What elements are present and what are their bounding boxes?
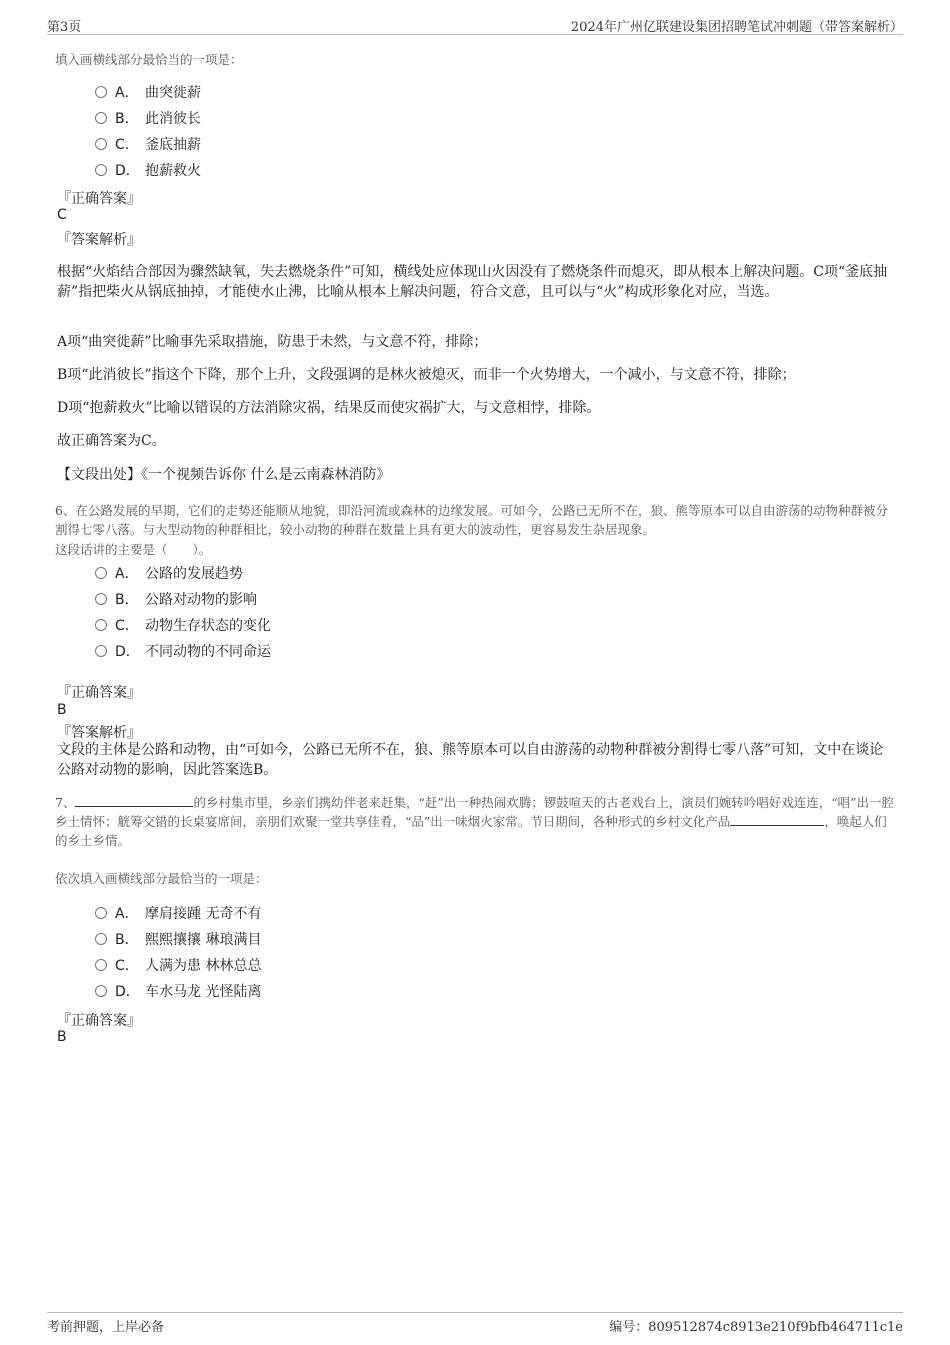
radio-icon[interactable] [95,567,107,579]
q6-option-d[interactable]: D． 不同动物的不同命运 [95,641,271,661]
radio-icon[interactable] [95,164,107,176]
q7-stem-part2: ，唤起人们的乡土乡情。 [55,814,887,848]
q7-option-a[interactable]: A． 摩肩接踵 无奇不有 [95,903,261,923]
q6-answer-label: 『正确答案』 [57,685,141,701]
q5-analysis-main: 根据“火焰结合部因为骤然缺氧，失去燃烧条件”可知，横线处应体现山火因没有了燃烧条件而熄灭，即从根本上解决问题。C项“釜底抽薪”指把柴火从锅底抽掉，才能使水止沸，比喻从根本上解决问题，符合文意，且可以与“火”构成形象化对应，当选。 [57,264,888,300]
q7-option-d[interactable]: D． 车水马龙 光怪陆离 [95,981,261,1001]
q6-option-c[interactable]: C． 动物生存状态的变化 [95,615,271,635]
radio-icon[interactable] [95,112,107,124]
q7-answer-label: 『正确答案』 [57,1013,141,1029]
fill-blank-2 [730,813,824,826]
q5-analysis-d: D项“抱薪救火”比喻以错误的方法消除灾祸，结果反而使灾祸扩大，与文意相悖，排除。 [57,400,601,416]
q6-stem: 6、在公路发展的早期，它们的走势还能顺从地貌，即沿河流或森林的边缘发展。可如今，公路已无所不在，狼、熊等原本可以自由游荡的动物种群被分割得七零八落。与大型动物的种群相比，较小动物的种群在数量上具有更大的波动性，更容易发生杂居现象。 [55,503,888,537]
q6-answer: B [57,702,67,718]
q7-stem-part1: 的乡村集市里，乡亲们携幼伴老来赶集，“赶”出一种热闹欢腾；锣鼓喧天的古老戏台上，演员们婉转吟唱好戏连连，“唱”出一腔乡土情怀；觥筹交错的长桌宴席间，亲朋们欢聚一堂共享佳肴，“品”出一味烟火家常。节日期间，各种形式的乡村文化产品 [55,795,895,829]
q5-conclusion: 故正确答案为C。 [57,433,166,449]
q7-option-b[interactable]: B． 熙熙攘攘 琳琅满目 [95,929,261,949]
q5-answer: C [57,207,67,223]
q5-option-b[interactable]: B． 此消彼长 [95,108,201,128]
q7-number: 7、 [55,795,76,810]
q6-analysis: 文段的主体是公路和动物，由“可如今，公路已无所不在，狼、熊等原本可以自由游荡的动物种群被分割得七零八落”可知，文中在谈论公路对动物的影响，因此答案选B。 [57,742,884,778]
page-number: 第3页 [47,20,82,35]
page-footer [47,1312,903,1337]
q5-option-a[interactable]: A． 曲突徙薪 [95,82,201,102]
q5-option-c[interactable]: C． 釜底抽薪 [95,134,201,154]
radio-icon[interactable] [95,959,107,971]
q5-analysis-b: B项“此消彼长”指这个下降，那个上升，文段强调的是林火被熄灭，而非一个火势增大，一个减小，与文意不符，排除； [57,367,796,383]
q5-option-d[interactable]: D． 抱薪救火 [95,160,201,180]
q6-question: 这段话讲的主要是（ ）。 [55,542,212,557]
radio-icon[interactable] [95,619,107,631]
radio-icon[interactable] [95,86,107,98]
q5-analysis-a: A项“曲突徙薪”比喻事先采取措施，防患于未然，与文意不符，排除； [57,334,488,350]
radio-icon[interactable] [95,985,107,997]
footer-slogan: 考前押题，上岸必备 [47,1320,165,1335]
q5-stem: 填入画横线部分最恰当的一项是： [55,52,243,67]
q5-analysis-label: 『答案解析』 [57,232,141,248]
q7-question: 依次填入画横线部分最恰当的一项是： [55,871,268,886]
document-code: 编号：809512874c8913e210f9bfb464711c1e [609,1320,903,1335]
q6-option-b[interactable]: B． 公路对动物的影响 [95,589,257,609]
q6-analysis-label: 『答案解析』 [57,725,141,741]
fill-blank-1 [75,794,193,807]
q7-answer: B [57,1029,67,1045]
q7-stem [55,793,897,850]
q5-answer-label: 『正确答案』 [57,191,141,207]
document-title: 2024年广州亿联建设集团招聘笔试冲刺题（带答案解析） [570,20,903,35]
page-header [47,14,903,35]
radio-icon[interactable] [95,907,107,919]
q5-source: 【文段出处】《一个视频告诉你 什么是云南森林消防》 [57,467,391,483]
radio-icon[interactable] [95,645,107,657]
q7-option-c[interactable]: C． 人满为患 林林总总 [95,955,261,975]
radio-icon[interactable] [95,593,107,605]
q6-option-a[interactable]: A． 公路的发展趋势 [95,563,243,583]
radio-icon[interactable] [95,138,107,150]
radio-icon[interactable] [95,933,107,945]
